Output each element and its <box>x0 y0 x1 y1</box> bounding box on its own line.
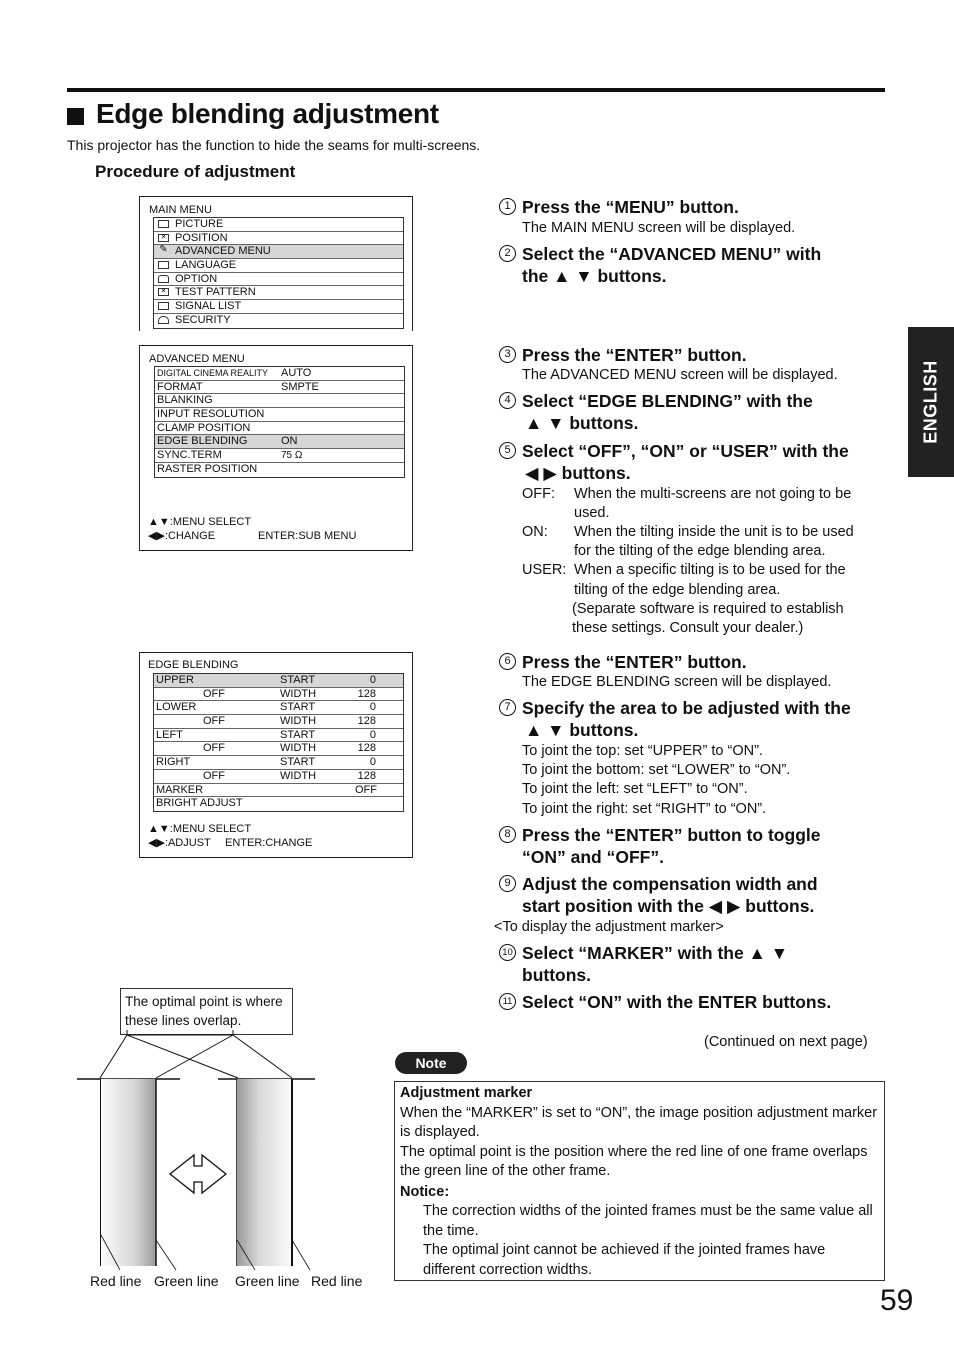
option-on-key: ON: <box>522 524 548 540</box>
square-bullet-icon <box>67 108 84 125</box>
step-6: 6 Press the “ENTER” button. <box>522 651 747 673</box>
security-icon <box>158 316 169 324</box>
main-menu-title: MAIN MENU <box>149 204 212 216</box>
main-menu-screen <box>139 196 413 332</box>
step-2: 2 Select the “ADVANCED MENU” with the ▲ ▼ buttons. <box>522 243 821 287</box>
adv-row-blanking: BLANKING <box>155 394 404 408</box>
step-7: 7 Specify the area to be adjusted with the ▲ ▼ buttons. <box>522 697 851 741</box>
marker-subheading: <To display the adjustment marker> <box>494 919 724 935</box>
option-off-desc: When the multi-screens are not going to be <box>574 486 852 502</box>
edge-footer-adjust: ◀▶:ADJUST <box>148 837 211 849</box>
option-on-desc: When the tilting inside the unit is to be used <box>574 524 854 540</box>
section-subheading: Procedure of adjustment <box>95 162 296 181</box>
adv-row-raster-position: RASTER POSITION <box>157 462 258 475</box>
page-number: 59 <box>880 1284 914 1317</box>
edge-footer-select: ▲▼:MENU SELECT <box>148 823 252 835</box>
edge-row-bright-adjust: BRIGHT ADJUST <box>156 797 243 810</box>
step-7-detail-right: To joint the right: set “RIGHT” to “ON”. <box>522 801 767 817</box>
step-number: 8 <box>499 826 516 843</box>
step-6-detail: The EDGE BLENDING screen will be displayed. <box>522 674 832 690</box>
adv-footer-change: ◀▶:CHANGE <box>148 530 216 542</box>
edge-menu-title: EDGE BLENDING <box>148 659 239 671</box>
step-7-detail-top: To joint the top: set “UPPER” to “ON”. <box>522 743 763 759</box>
test-pattern-icon: ✕ <box>158 288 169 296</box>
step-3: 3 Press the “ENTER” button. <box>522 344 747 366</box>
intro-text: This projector has the function to hide the seams for multi-screens. <box>67 137 481 153</box>
notice-item-2: The optimal joint cannot be achieved if the jointed frames have different correction widths. <box>423 1242 826 1278</box>
double-arrow-icon <box>170 1155 226 1193</box>
main-menu-list <box>153 217 404 329</box>
step-7-detail-left: To joint the left: set “LEFT” to “ON”. <box>522 781 748 797</box>
step-7-detail-bottom: To joint the bottom: set “LOWER” to “ON”. <box>522 762 791 778</box>
adv-row-input-resolution: INPUT RESOLUTION <box>155 408 404 422</box>
option-on-desc-2: for the tilting of the edge blending area. <box>574 543 826 559</box>
option-user-desc-2: tilting of the edge blending area. <box>574 582 781 598</box>
page-title-text: Edge blending adjustment <box>96 98 439 129</box>
language-tab <box>908 327 954 477</box>
signal-list-icon <box>158 302 169 310</box>
step-number: 3 <box>499 346 516 363</box>
main-menu-item-language: LANGUAGE <box>154 259 403 273</box>
adv-row-dcr: DIGITAL CINEMA REALITY AUTO <box>155 367 404 381</box>
edge-row-lower-width: OFF WIDTH 128 <box>154 715 403 729</box>
red-line-label-left: Red line <box>90 1273 142 1289</box>
adv-footer-select: ▲▼:MENU SELECT <box>148 516 252 528</box>
callout-pointer-lines <box>100 1030 292 1078</box>
edge-row-lower: LOWER START 0 <box>154 701 403 715</box>
edge-row-left: LEFT START 0 <box>154 729 403 743</box>
right-frame <box>218 1079 315 1266</box>
advanced-menu-list <box>154 366 405 478</box>
step-3-detail: The ADVANCED MENU screen will be displayed. <box>522 367 838 383</box>
step-1: 1 Press the “MENU” button. <box>522 196 739 218</box>
notice-item-1: The correction widths of the jointed frames must be the same value all the time. <box>423 1203 873 1239</box>
red-line-label-right: Red line <box>311 1273 363 1289</box>
step-number: 4 <box>499 392 516 409</box>
note-heading: Adjustment marker <box>400 1085 533 1101</box>
continued-note: (Continued on next page) <box>704 1034 868 1050</box>
step-10: 10 Select “MARKER” with the ▲ ▼ buttons. <box>522 942 788 986</box>
step-number: 7 <box>499 699 516 716</box>
main-menu-item-test-pattern: ✕ TEST PATTERN <box>154 286 403 300</box>
diagram-callout: The optimal point is where these lines overlap. <box>120 988 293 1035</box>
edge-row-upper: UPPER START 0 <box>154 674 403 688</box>
option-user-desc: When a specific tilting is to be used for the <box>574 562 846 578</box>
adv-row-sync-term: SYNC.TERM 75 Ω <box>155 449 404 463</box>
option-icon <box>158 275 169 283</box>
main-menu-item-security: SECURITY <box>154 314 403 328</box>
main-menu-item-option: OPTION <box>154 273 403 287</box>
step-number: 10 <box>499 944 516 961</box>
option-user-key: USER: <box>522 562 567 578</box>
position-icon: ✕ <box>158 234 169 242</box>
option-user-desc-4: these settings. Consult your dealer.) <box>572 620 804 636</box>
option-off-desc-2: used. <box>574 505 610 521</box>
advanced-menu-title: ADVANCED MENU <box>149 353 245 365</box>
step-1-detail: The MAIN MENU screen will be displayed. <box>522 220 796 236</box>
green-line-label-right: Green line <box>235 1273 300 1289</box>
note-box <box>394 1081 885 1281</box>
step-number: 6 <box>499 653 516 670</box>
adv-row-edge-blending: EDGE BLENDING ON <box>155 435 404 449</box>
main-menu-item-signal-list: SIGNAL LIST <box>154 300 403 314</box>
language-icon <box>158 261 169 269</box>
main-menu-item-picture: PICTURE <box>154 218 403 232</box>
step-number: 1 <box>499 198 516 215</box>
step-5: 5 Select “OFF”, “ON” or “USER” with the ◀ ▶ buttons. <box>522 440 849 484</box>
adv-row-clamp-position: CLAMP POSITION <box>155 422 404 436</box>
step-8: 8 Press the “ENTER” button to toggle “ON” and “OFF”. <box>522 824 820 868</box>
step-4: 4 Select “EDGE BLENDING” with the ▲ ▼ buttons. <box>522 390 813 434</box>
edge-row-upper-width: OFF WIDTH 128 <box>154 688 403 702</box>
language-tab-label: ENGLISH <box>920 360 941 444</box>
step-number: 9 <box>499 875 516 892</box>
main-menu-item-position: ✕ POSITION <box>154 232 403 246</box>
advanced-menu-screen <box>139 345 413 551</box>
top-rule <box>67 88 885 92</box>
notice-heading: Notice: <box>400 1183 450 1200</box>
edge-menu-list <box>153 673 404 812</box>
note-paragraph-2: The optimal point is the position where the red line of one frame overlaps the green line of the other frame. <box>400 1143 868 1179</box>
edge-row-right: RIGHT START 0 <box>154 756 403 770</box>
edge-blending-screen <box>139 652 413 858</box>
step-9: 9 Adjust the compensation width and start position with the ◀ ▶ buttons. <box>522 873 818 917</box>
green-line-label-left: Green line <box>154 1273 219 1289</box>
main-menu-item-advanced: ✎ ADVANCED MENU <box>154 245 403 259</box>
adv-footer-submenu: ENTER:SUB MENU <box>258 530 357 542</box>
note-paragraph-1: When the “MARKER” is set to “ON”, the image position adjustment marker is displayed. <box>400 1104 878 1140</box>
page-title <box>67 98 439 130</box>
picture-icon <box>158 220 169 228</box>
edge-footer-change: ENTER:CHANGE <box>225 837 313 849</box>
edge-row-right-width: OFF WIDTH 128 <box>154 770 403 784</box>
edge-row-marker: MARKER OFF <box>154 784 403 798</box>
step-number: 11 <box>499 993 516 1010</box>
option-off-key: OFF: <box>522 486 556 502</box>
step-11: 11 Select “ON” with the ENTER buttons. <box>522 991 831 1013</box>
edge-blend-diagram <box>70 1030 330 1280</box>
adv-row-format: FORMAT SMPTE <box>155 381 404 395</box>
step-number: 2 <box>499 245 516 262</box>
step-number: 5 <box>499 442 516 459</box>
left-frame <box>77 1079 180 1266</box>
option-user-desc-3: (Separate software is required to establish <box>572 601 844 617</box>
edge-row-left-width: OFF WIDTH 128 <box>154 742 403 756</box>
wrench-icon: ✎ <box>159 244 168 256</box>
note-badge: Note <box>395 1052 467 1074</box>
